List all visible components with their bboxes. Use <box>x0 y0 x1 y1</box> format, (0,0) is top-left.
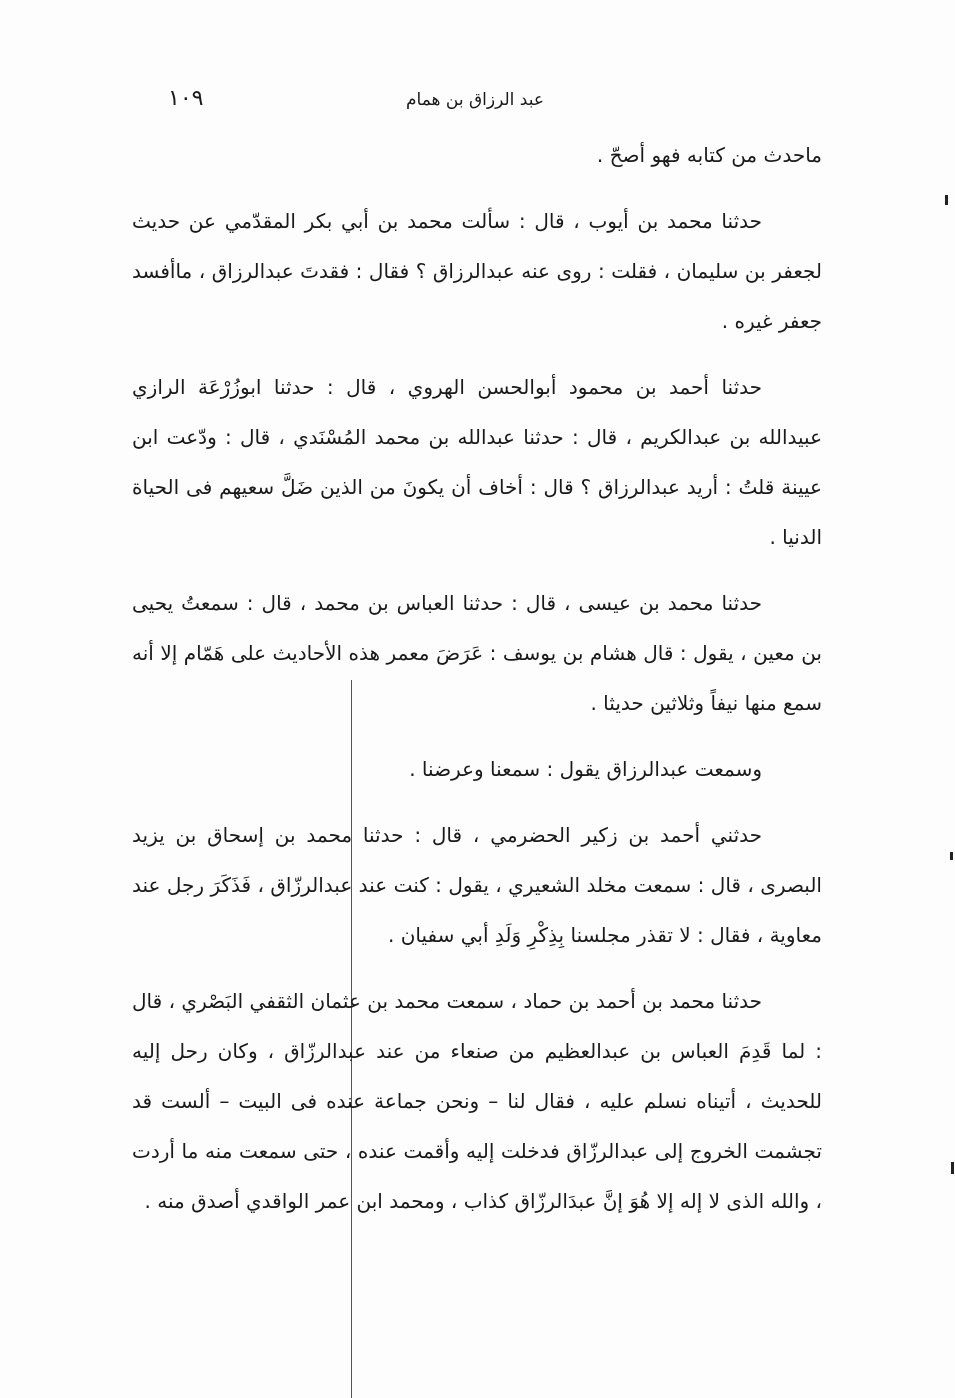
paragraph-3: حدثنا أحمد بن محمود أبوالحسن الهروي ، قال : حدثنا ابوزُرْعَة الرازي عبيدالله بن عبدالكريم ، قال : حدثنا عبدالله بن محمد المُسْنَدي ، قال : ودّعت ابن عيينة قلتُ : أريد عبدالرزاق ؟ قال : أخاف أن يكونَ من الذين ضَلَّ سعيهم فى الحياة الدنيا . <box>132 375 822 549</box>
paragraph-5: وسمعت عبدالرزاق يقول : سمعنا وعرضنا . <box>409 757 762 781</box>
edge-mark-bottom <box>951 1162 954 1174</box>
edge-mark-middle <box>950 852 953 860</box>
paragraph-4: حدثنا محمد بن عيسى ، قال : حدثنا العباس بن محمد ، قال : سمعتُ يحيى بن معين ، يقول : قال هشام بن يوسف : عَرَضَ معمر هذه الأحاديث على هَمّام إلا أنه سمع منها نيفاً وثلاثين حديثا . <box>132 591 822 715</box>
paragraph-7: حدثنا محمد بن أحمد بن حماد ، سمعت محمد بن عثمان الثقفي البَصْري ، قال : لما قَدِمَ العباس بن عبدالعظيم من صنعاء من عند عبدالرزّاق ، وكان رحل إليه للحديث ، أتيناه نسلم عليه ، فقال لنا – ونحن جماعة عنده فى البيت – ألست قد تجشمت الخروج إلى عبدالرزّاق فدخلت إليه وأقمت عنده ، حتى سمعت منه ما أردت ، والله الذى لا إله إلا هُوَ إنَّ عبدَالرزّاق كذاب ، ومحمد ابن عمر الواقدي أصدق منه . <box>132 989 822 1213</box>
edge-mark-top <box>945 195 948 205</box>
paragraph-6: حدثني أحمد بن زكير الحضرمي ، قال : حدثنا محمد بن إسحاق بن يزيد البصرى ، قال : سمعت مخلد الشعيري ، يقول : كنت عند عبدالرزّاق ، فَذَكَرَ رجل عند معاوية ، فقال : لا تقذر مجلسنا بِذِكْرِ وَلَدِ أبي سفيان . <box>132 823 822 947</box>
body-text <box>132 130 822 1242</box>
paragraph-2: حدثنا محمد بن أيوب ، قال : سألت محمد بن أبي بكر المقدّمي عن حديث لجعفر بن سليمان ، فقلت : روى عنه عبدالرزاق ؟ فقال : فقدتَ عبدالرزاق ، ماأفسد جعفر غيره . <box>132 209 822 333</box>
paragraph-1: ماحدث من كتابه فهو أصحّ . <box>596 143 822 167</box>
running-title: عبد الرزاق بن همام <box>406 90 544 110</box>
page-header <box>130 82 820 122</box>
page-number: ١٠٩ <box>168 86 204 111</box>
